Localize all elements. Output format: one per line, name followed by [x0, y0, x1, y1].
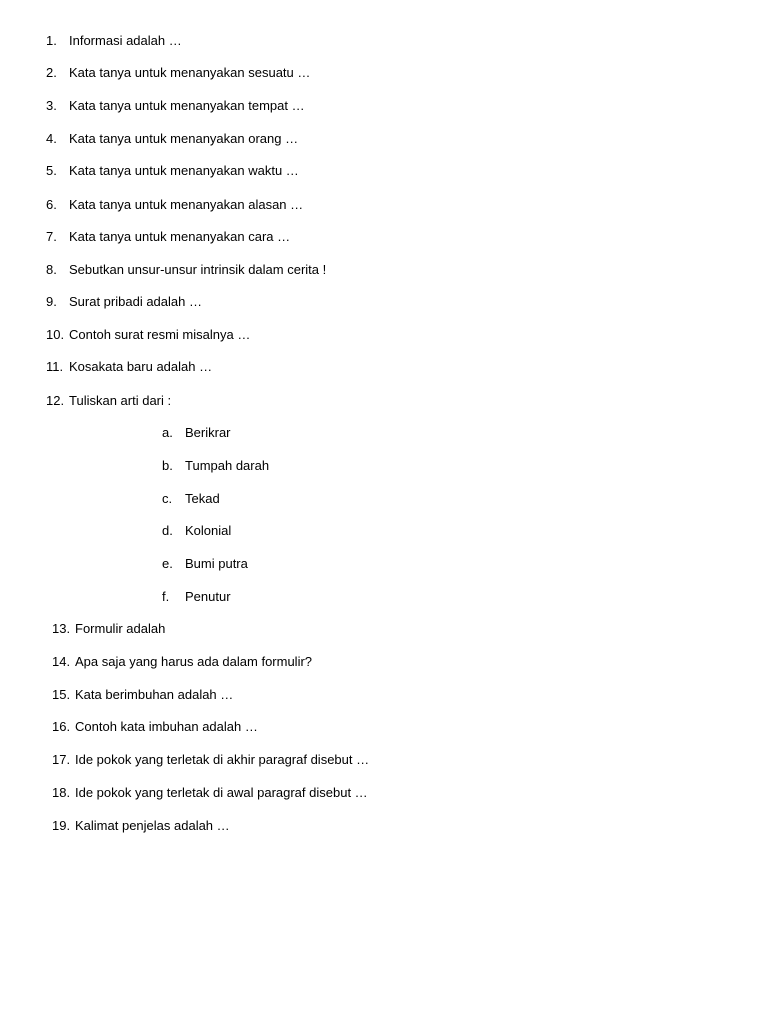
sub-item-text: Kolonial	[185, 523, 232, 538]
question-number: 4.	[46, 131, 57, 146]
question-text: Kata berimbuhan adalah …	[75, 687, 234, 702]
question-number: 14.	[52, 654, 71, 669]
sub-item-text: Tekad	[185, 491, 220, 506]
sub-item-letter: b.	[162, 458, 173, 473]
question-text: Kata tanya untuk menanyakan sesuatu …	[69, 65, 311, 80]
question-number: 13.	[52, 621, 71, 636]
sub-item-text: Bumi putra	[185, 556, 248, 571]
question-text: Surat pribadi adalah …	[69, 294, 202, 309]
question-number: 19.	[52, 818, 71, 833]
sub-item-text: Berikrar	[185, 425, 231, 440]
question-number: 8.	[46, 262, 57, 277]
question-text: Kata tanya untuk menanyakan cara …	[69, 229, 291, 244]
question-text: Kata tanya untuk menanyakan orang …	[69, 131, 299, 146]
question-text: Kata tanya untuk menanyakan tempat …	[69, 98, 305, 113]
question-number: 10.	[46, 327, 65, 342]
question-number: 5.	[46, 163, 57, 178]
question-number: 1.	[46, 33, 57, 48]
question-text: Sebutkan unsur-unsur intrinsik dalam cerita !	[69, 262, 327, 277]
sub-item-letter: d.	[162, 523, 173, 538]
question-text: Kata tanya untuk menanyakan alasan …	[69, 197, 304, 212]
question-number: 16.	[52, 719, 71, 734]
sub-item-letter: a.	[162, 425, 173, 440]
question-number: 2.	[46, 65, 57, 80]
sub-item-letter: c.	[162, 491, 173, 506]
question-number: 17.	[52, 752, 71, 767]
question-text: Kata tanya untuk menanyakan waktu …	[69, 163, 299, 178]
question-number: 12.	[46, 393, 65, 408]
question-text: Kosakata baru adalah …	[69, 359, 213, 374]
question-text: Ide pokok yang terletak di awal paragraf disebut …	[75, 785, 368, 800]
question-number: 11.	[46, 359, 64, 374]
question-text: Formulir adalah	[75, 621, 166, 636]
question-text: Kalimat penjelas adalah …	[75, 818, 230, 833]
question-number: 15.	[52, 687, 71, 702]
question-text: Contoh surat resmi misalnya …	[69, 327, 251, 342]
question-text: Contoh kata imbuhan adalah …	[75, 719, 258, 734]
question-number: 6.	[46, 197, 57, 212]
sub-item-text: Penutur	[185, 589, 231, 604]
sub-item-letter: e.	[162, 556, 173, 571]
question-number: 7.	[46, 229, 57, 244]
question-text: Ide pokok yang terletak di akhir paragraf disebut …	[75, 752, 370, 767]
question-number: 9.	[46, 294, 57, 309]
question-number: 18.	[52, 785, 71, 800]
sub-item-text: Tumpah darah	[185, 458, 270, 473]
sub-item-letter: f.	[162, 589, 170, 604]
question-text: Tuliskan arti dari :	[69, 393, 172, 408]
question-number: 3.	[46, 98, 57, 113]
question-text: Informasi adalah …	[69, 33, 182, 48]
question-text: Apa saja yang harus ada dalam formulir?	[75, 654, 313, 669]
